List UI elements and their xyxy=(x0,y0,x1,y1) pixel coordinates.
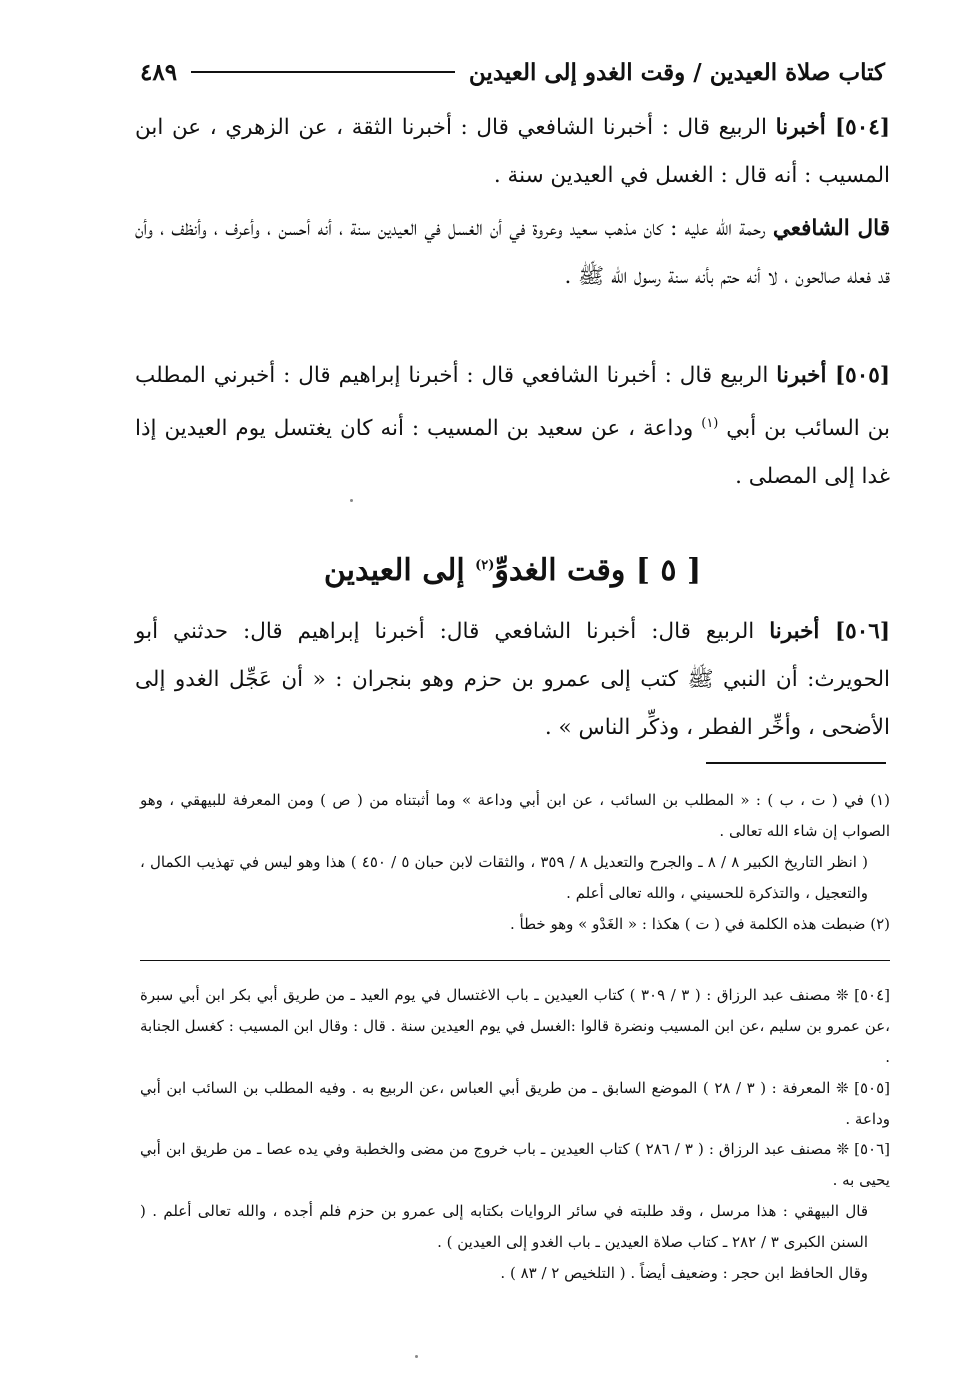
takhrij-504: [٥٠٤] ❊ مصنف عبد الرزاق : ( ٣ / ٣٠٩ ) كتاب العيدين ـ باب الاغتسال في يوم العيد ـ من طريق أبي بكر ابن أبي سبرة ،عن عمرو بن سليم ،عن ابن المسيب ونضرة قالوا :الغسل في يوم العيدين سنة . قال : وقال ابن المسيب : كغسل الجنابة . xyxy=(140,986,891,1066)
page-number: ٤٨٩ xyxy=(140,58,178,86)
narration-text: وداعة ، عن سعيد بن المسيب : أنه كان يغتسل يوم العيدين إذا غدا إلى المصلى . xyxy=(135,416,890,490)
narration-504 xyxy=(135,104,890,200)
shafii-comment xyxy=(135,205,890,301)
takhrij-505: [٥٠٥] ❊ المعرفة : ( ٣ / ٢٨ ) الموضع السابق ـ من طريق أبي العباس ،عن الربيع به . وفيه المطلب بن السائب ابن أبي وداعة . xyxy=(140,1079,890,1128)
comment-text: رحمة الله عليه : كان مذهب سعيد وعروة في أن الغسل في العيدين سنة ، أنه أحسن ، وأعرف ، وأنظف ، وأن قد فعله صالحون ، لا أنه حتم بأنه سنة رسول الله ﷺ . xyxy=(135,216,890,289)
comment-lead: قال الشافعي xyxy=(772,216,890,241)
narration-506 xyxy=(135,608,890,752)
takhrij-separator xyxy=(140,960,890,961)
narration-number: [٥٠٥] أخبرنا xyxy=(776,363,890,388)
footnote-ref[interactable]: (١) xyxy=(701,416,719,431)
takhrij-bayhaqi: قال البيهقي : هذا مرسل ، وقد طلبته في سائر الروايات بكتابه إلى عمرو بن حزم فلم أجده ، والله تعالى أعلم . ( السنن الكبرى ٣ / ٢٨٢ ـ كتاب صلاة العيدين ـ باب الغدو إلى العيدين ) . xyxy=(140,1202,868,1251)
running-header xyxy=(140,50,885,94)
narration-number: [٥٠٤] أخبرنا xyxy=(775,115,891,140)
footnote-ref[interactable]: (٢) xyxy=(475,558,495,573)
narration-text: الربيع قال : أخبرنا الشافعي قال : أخبرنا إبراهيم قال : أخبرني المطلب بن السائب بن أبي xyxy=(135,363,891,442)
takhrij-ibn-hajar: وقال الحافظ ابن حجر : وضعيف أيضاً . ( التلخيص ٢ / ٨٣ ) . xyxy=(500,1264,868,1282)
narration-text: الربيع قال: أخبرنا الشافعي قال: أخبرنا إبراهيم قال: حدثني أبو الحويرث: أن النبي ﷺ كتب إلى عمرو بن حزم وهو بنجران : « أن عَجِّل الغدو إلى الأضحى ، وأخِّر الفطر ، وذكِّر الناس » . xyxy=(135,619,890,740)
chapter-title: كتاب صلاة العيدين / وقت الغدو إلى العيدين xyxy=(468,58,885,86)
footnote-1: (١) في ( ت ، ب ) : « المطلب بن السائب ، عن ابن أبي وداعة » وما أثبتناه من ( ص ) ومن المعرفة للبيهقي ، وهو الصواب إن شاء الله تعالى . xyxy=(140,791,890,840)
narration-number: [٥٠٦] أخبرنا xyxy=(769,619,890,644)
header-rule xyxy=(191,71,455,73)
narration-505 xyxy=(135,352,890,501)
takhrij-506: [٥٠٦] ❊ مصنف عبد الرزاق : ( ٣ / ٢٨٦ ) كتاب العيدين ـ باب خروج من مضى والخطبة وفي يده عصا ـ من طريق ابن أبي يحيى به . xyxy=(140,1140,890,1189)
footnote-separator xyxy=(706,762,886,764)
print-speck xyxy=(415,1355,418,1358)
print-speck xyxy=(350,499,353,502)
footnote-2: (٢) ضبطت هذه الكلمة في ( ت ) هكذا : « الغَدْو » وهو خطأ . xyxy=(510,915,890,933)
narration-text: الربيع قال : أخبرنا الشافعي قال : أخبرنا الثقة ، عن الزهري ، عن ابن المسيب : أنه قال : الغسل في العيدين سنة . xyxy=(135,115,890,188)
footnote-1-continued: ( انظر التاريخ الكبير ٨ / ٨ ـ والجرح والتعديل ٨ / ٣٥٩ ، والثقات لابن حبان ٥ / ٤٥٠ ) هذا وهو ليس في تهذيب الكمال ، والتعجيل ، والتذكرة للحسيني ، والله تعالى أعلم . xyxy=(140,853,868,902)
section-heading: [ ٥ ] وقت الغدوِّ$^{(٢)}$ إلى العيدين xyxy=(323,553,702,588)
